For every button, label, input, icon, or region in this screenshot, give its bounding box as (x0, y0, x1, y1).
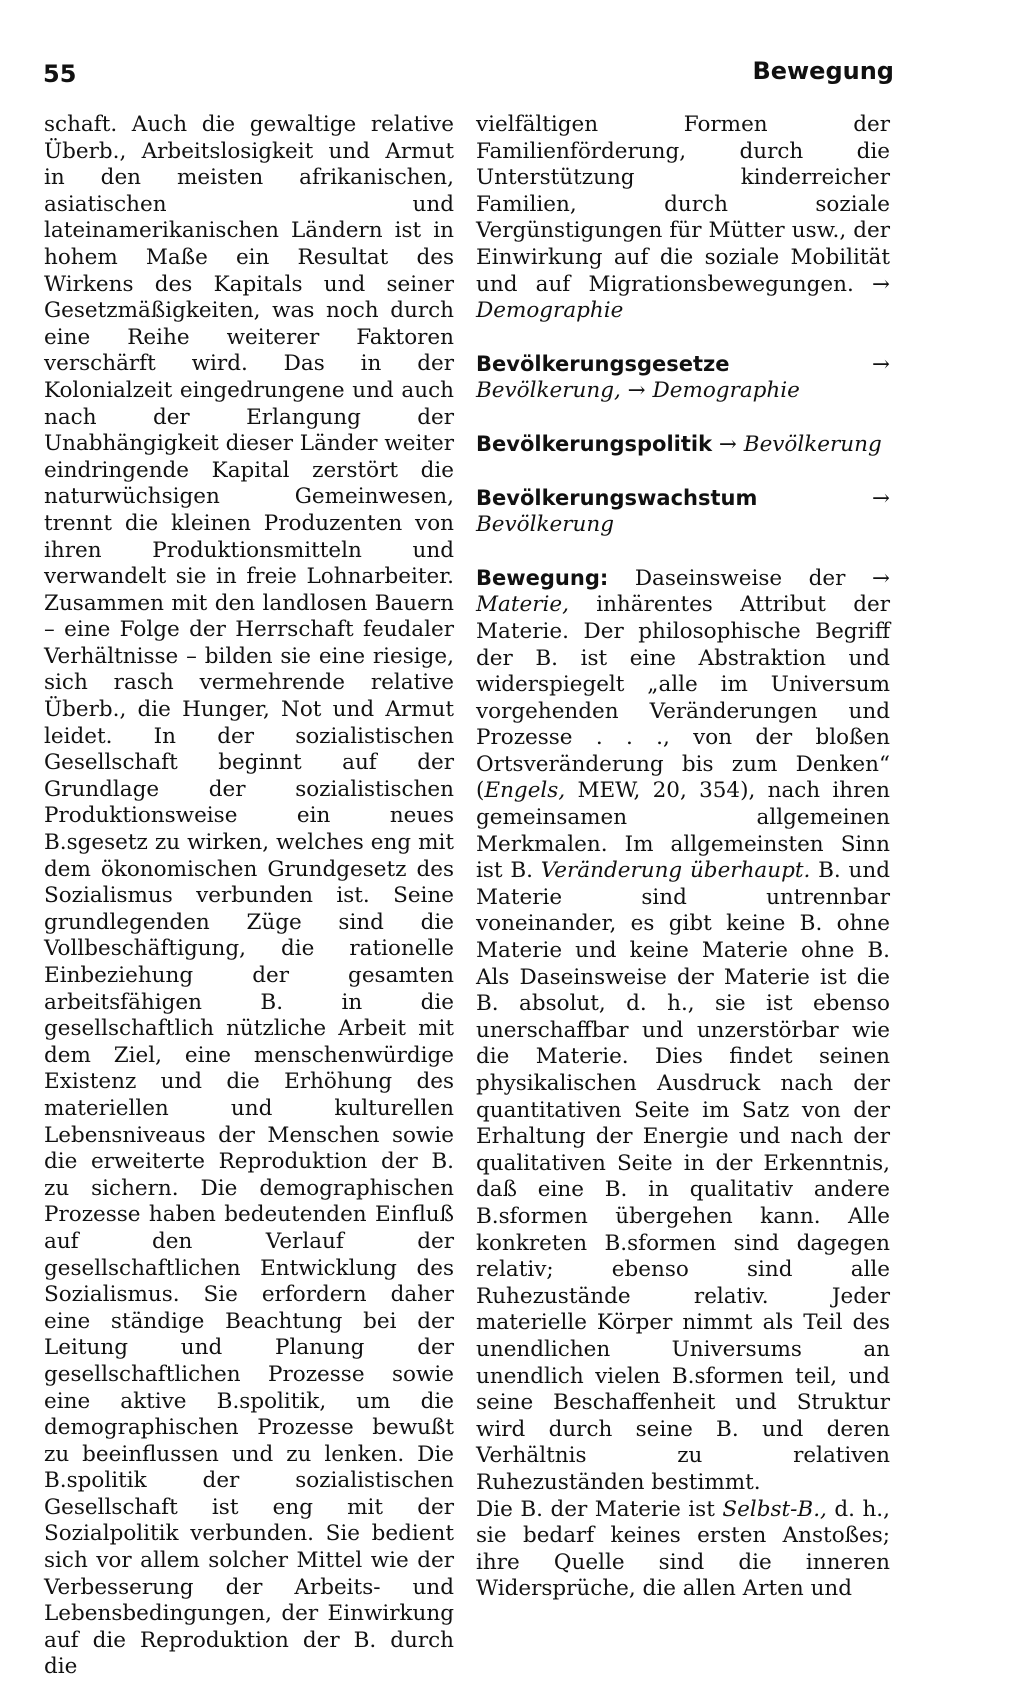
arrow-icon: → (871, 485, 890, 511)
arrow-icon: → (872, 271, 891, 297)
entry-bewegung-continued (476, 1497, 890, 1603)
entry-text: Die B. der Materie ist (476, 1496, 715, 1522)
left-column-text: schaft. Auch die gewaltige relative Überb., Arbeitslosigkeit und Armut in den meisten afrikanischen, asiatischen und lateinamerikanischen Ländern ist in hohem Maße ein Resultat des Wirkens des Kapitals und seiner Gesetzmäßigkeiten, was noch durch eine Reihe weiterer Faktoren verschärft wird. Das in der Kolonialzeit eingedrungene und auch nach der Erlangung der Unabhängigkeit dieser Länder weiter eindringende Kapital zerstört die naturwüchsigen Gemeinwesen, trennt die kleinen Produzenten von ihren Produktionsmitteln und verwandelt sie in freie Lohnarbeiter. Zusammen mit den landlosen Bauern – eine Folge der Herrschaft feudaler Verhältnisse – bilden sie eine riesige, sich rasch vermehrende relative Überb., die Hunger, Not und Armut leidet. In der sozialistischen Gesellschaft beginnt auf der Grundlage der sozialistischen Produktionsweise ein neues B.sgesetz zu wirken, welches eng mit dem ökonomischen Grundgesetz des Sozialismus verbunden ist. Seine grundlegenden Züge sind die Vollbeschäftigung, die rationelle Einbeziehung der gesamten arbeitsfähigen B. in die gesellschaftlich nützliche Arbeit mit dem Ziel, eine menschenwürdige Existenz und die Erhöhung des materiellen und kulturellen Lebensniveaus der Menschen sowie die erweiterte Reproduktion der B. zu sichern. Die demographischen Prozesse haben bedeutenden Einfluß auf den Verlauf der gesellschaftlichen Entwicklung des Sozialismus. Sie erfordern daher eine ständige Beachtung bei der Leitung und Planung der gesellschaftlichen Prozesse sowie eine aktive B.spolitik, um die demographischen Prozesse bewußt zu beeinflussen und zu lenken. Die B.spolitik der sozialistischen Gesellschaft ist eng mit der Sozialpolitik verbunden. Sie bedient sich vor allem solcher Mittel wie der Verbesserung der Arbeits- und Lebensbedingungen, der Einwirkung auf die Reproduktion der B. durch die (44, 112, 454, 1680)
author-reference: Engels, (484, 778, 566, 804)
running-head: Bewegung (752, 57, 894, 85)
cross-reference: Bevölkerung, (476, 378, 621, 404)
entry-text: MEW, 20, 354), nach ihren gemeinsamen allgemeinen Merkmalen. Im allgemeinsten Sinn ist B. (476, 778, 890, 884)
entry-text: d. h., sie bedarf keines ersten Anstoßes; ihre Quelle sind die inneren Widersprüche, die allen Arten und (476, 1496, 890, 1602)
entry-lemma: Bevölkerungspolitik (476, 431, 713, 456)
cross-reference: Bevölkerung (743, 431, 882, 457)
entry-lemma: Bewegung: (476, 565, 609, 590)
arrow-icon: → (871, 351, 890, 377)
entry-bevoelkerungspolitik (476, 431, 890, 459)
arrow-icon: → (627, 378, 646, 404)
cross-reference: Demographie (476, 298, 624, 324)
cross-reference: Bevölkerung (476, 512, 614, 538)
entry-text: B. und Materie sind untrennbar voneinander, es gibt keine B. ohne Materie und keine Materie ohne B. Als Daseinsweise der Materie ist die B. absolut, d. h., sie ist ebenso unerschaffbar und unzerstörbar wie die Materie. Dies findet seinen physikalischen Ausdruck nach der quantitativen Seite im Satz von der Erhaltung der Energie und nach der qualitativen Seite in der Erkenntnis, daß eine B. in qualitativ andere B.sformen übergehen kann. Alle konkreten B.sformen sind dagegen relativ; ebenso sind alle Ruhezustände relativ. Jeder materielle Körper nimmt als Teil des unendlichen Universums an unendlich vielen B.sformen teil, und seine Beschaffenheit und Struktur wird durch seine B. und deren Verhältnis zu relativen Ruhezuständen bestimmt. (476, 858, 890, 1495)
entry-text: inhärentes Attribut der Materie. Der philosophische Begriff der B. ist eine Abstraktion und widerspiegelt „alle im Universum vorgehenden Veränderungen und Prozesse . . ., von der bloßen Ortsveränderung bis zum Denken“ ( (476, 592, 890, 804)
cross-reference: Materie, (476, 592, 569, 618)
entry-bewegung (476, 565, 890, 1497)
continuation-text: vielfältigen Formen der Familienförderung, durch die Unterstützung kinderreicher Familien, durch soziale Vergünstigungen für Mütter usw., der Einwirkung auf die soziale Mobilität und auf Migrationsbewegungen. (476, 112, 890, 297)
entry-bevoelkerungswachstum (476, 485, 890, 539)
right-column (476, 112, 890, 1603)
arrow-icon: → (718, 431, 737, 457)
emphasis-text: Veränderung überhaupt. (540, 858, 811, 884)
left-column (44, 112, 454, 1681)
arrow-icon: → (872, 565, 891, 591)
entry-lemma: Bevölkerungsgesetze (476, 351, 730, 376)
entry-lemma: Bevölkerungswachstum (476, 485, 758, 510)
cross-reference: Demographie (652, 378, 800, 404)
entry-text: Daseinsweise der (634, 565, 846, 591)
continuation-paragraph (476, 112, 890, 325)
entry-bevoelkerungsgesetze (476, 351, 890, 405)
page-number: 55 (43, 60, 77, 88)
emphasis-text: Selbst-B., (722, 1496, 827, 1522)
